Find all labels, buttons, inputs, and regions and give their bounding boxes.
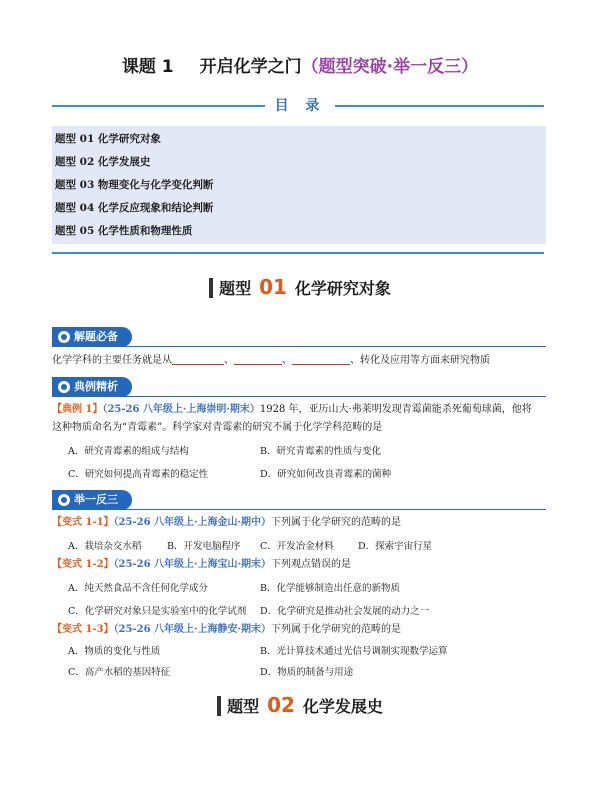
option-b[interactable]: B．光计算技术通过光信号调制实现数学运算: [260, 646, 448, 657]
section-heading-02: [0, 693, 600, 717]
option-d[interactable]: D．物质的制备与用途: [260, 667, 354, 678]
option-b[interactable]: B．开发电脑程序: [167, 541, 241, 552]
example-question: 【典例 1】（25-26 八年级上·上海崇明·期末）1928 年，亚历山大·弗莱明发现青霉菌能杀死葡萄球菌，他将: [52, 404, 532, 415]
option-c[interactable]: C．开发冶金材料: [260, 541, 334, 552]
must-know-text: 化学学科的主要任务就是从 、 、 、转化及应用等方面来研究物质: [52, 355, 490, 366]
section-name: 化学发展史: [302, 697, 383, 716]
option-a[interactable]: A．物质的变化与性质: [68, 646, 161, 657]
option-a[interactable]: A．栽培杂交水稻: [68, 541, 142, 552]
bullet-icon: [58, 331, 70, 343]
tag-underline: [52, 346, 546, 347]
toc-item-3[interactable]: 题型 03 物理变化与化学变化判断: [55, 179, 214, 191]
toc-item-2[interactable]: 题型 02 化学发展史: [55, 156, 151, 168]
page-title: [0, 52, 600, 77]
tag-underline: [52, 509, 546, 510]
option-d[interactable]: D．化学研究是推动社会发展的动力之一: [260, 606, 430, 617]
toc-bottom-divider: [52, 252, 544, 254]
variant-1-1-question: 【变式 1-1】（25-26 八年级上·上海金山·期中）下列属于化学研究的范畴的是: [52, 517, 401, 528]
option-c[interactable]: C．化学研究对象只是实验室中的化学试剂: [68, 606, 247, 617]
lesson-title: 开启化学之门: [199, 57, 302, 77]
toc-heading: 目 录: [265, 95, 335, 117]
toc-item-5[interactable]: 题型 05 化学性质和物理性质: [55, 225, 193, 237]
fill-blank[interactable]: [172, 364, 224, 365]
example-source: （25-26 八年级上·上海崇明·期末）: [102, 404, 260, 415]
fill-blank[interactable]: [234, 364, 282, 365]
fill-blank[interactable]: [292, 364, 350, 365]
section-name: 化学研究对象: [294, 279, 391, 298]
option-c[interactable]: C．高产水稻的基因特征: [68, 667, 171, 678]
bullet-icon: [58, 494, 70, 506]
heading-bar: [209, 278, 213, 298]
must-know-tag: 解题必备: [52, 327, 132, 347]
example-tag: 典例精析: [52, 377, 132, 397]
lesson-subtitle: （题型突破·举一反三）: [301, 57, 479, 77]
option-b[interactable]: B．化学能够制造出任意的新物质: [260, 583, 400, 594]
lesson-number: 课题 1: [121, 57, 174, 77]
section-number: 01: [259, 275, 287, 299]
section-label: 题型: [219, 279, 252, 298]
option-a[interactable]: A．研究青霉素的组成与结构: [68, 446, 189, 457]
option-d[interactable]: D．研究如何改良青霉素的菌种: [260, 469, 392, 480]
section-heading-01: [0, 275, 600, 299]
section-number: 02: [267, 693, 295, 717]
example-label: 【典例 1】: [52, 404, 103, 415]
toc-item-1[interactable]: 题型 01 化学研究对象: [55, 133, 161, 145]
bullet-icon: [58, 381, 70, 393]
option-b[interactable]: B．研究青霉素的性质与变化: [260, 446, 381, 457]
toc-item-4[interactable]: 题型 04 化学反应现象和结论判断: [55, 202, 214, 214]
option-c[interactable]: C．研究如何提高青霉素的稳定性: [68, 469, 209, 480]
option-d[interactable]: D．探索宇宙行星: [358, 541, 433, 552]
example-question-line2: 这种物质命名为“青霉素”。科学家对青霉素的研究不属于化学学科范畴的是: [52, 422, 383, 433]
heading-bar: [217, 696, 221, 716]
tag-underline: [52, 396, 546, 397]
option-a[interactable]: A．纯天然食品不含任何化学成分: [68, 583, 208, 594]
section-label: 题型: [227, 697, 260, 716]
variant-1-2-question: 【变式 1-2】（25-26 八年级上·上海宝山·期末）下列观点错误的是: [52, 559, 351, 570]
variant-1-3-question: 【变式 1-3】（25-26 八年级上·上海静安·期末）下列属于化学研究的范畴的是: [52, 624, 401, 635]
variant-tag: 举一反三: [52, 490, 132, 510]
